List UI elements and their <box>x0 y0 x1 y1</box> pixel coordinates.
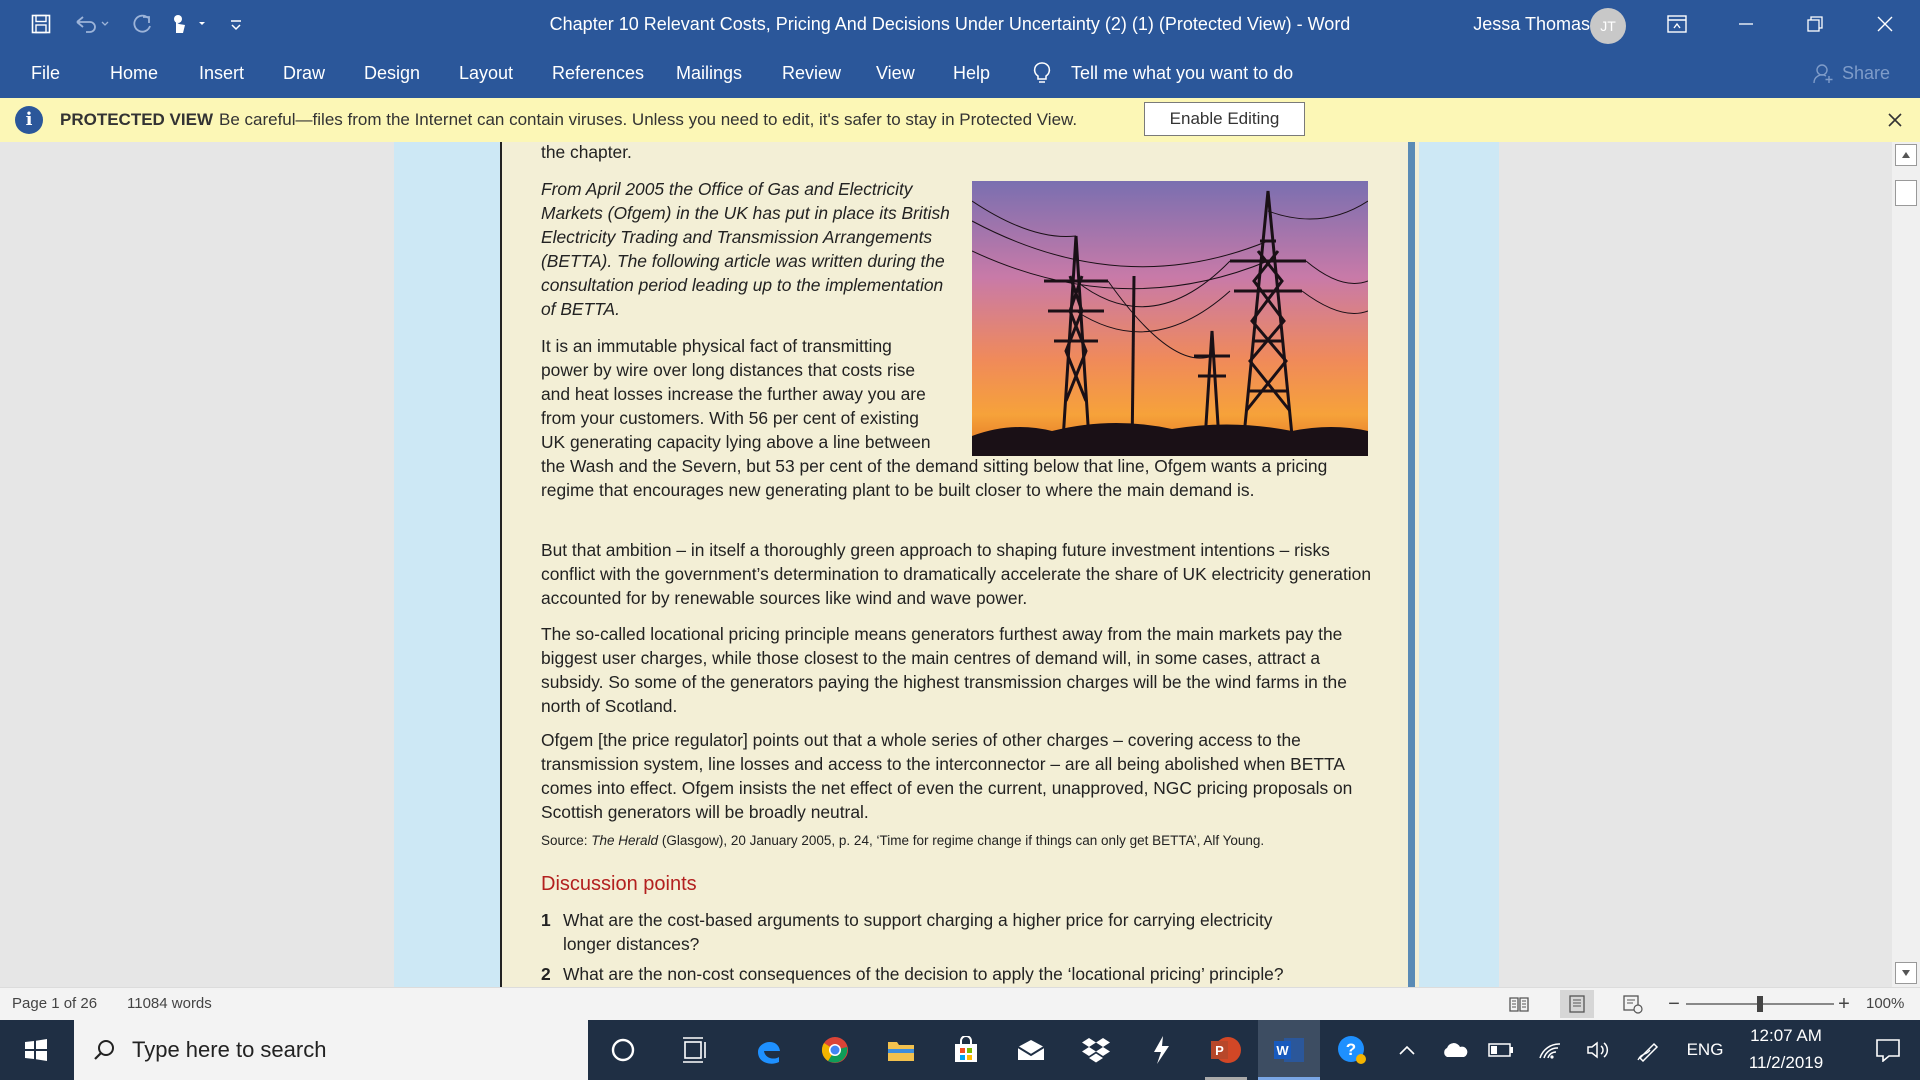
language-indicator[interactable]: ENG <box>1686 1040 1724 1059</box>
help-tips-icon[interactable] <box>1327 1020 1377 1080</box>
undo-icon[interactable] <box>70 0 114 48</box>
system-clock[interactable] <box>1725 1022 1847 1078</box>
svg-text:?: ? <box>1345 1040 1357 1059</box>
source-citation <box>541 833 1264 848</box>
article-paragraph-2 <box>541 538 1371 610</box>
tab-file[interactable]: File <box>31 63 61 83</box>
page-margin-left <box>394 142 502 987</box>
discussion-text: What are the cost-based arguments to support charging a higher price for carrying electricity longer distances? <box>563 910 1273 954</box>
discussion-number: 2 <box>541 964 551 984</box>
tell-me-search[interactable]: Tell me what you want to do <box>1071 63 1294 83</box>
microsoft-store-icon[interactable] <box>935 1020 997 1080</box>
article-paragraph-4 <box>541 728 1371 824</box>
zoom-slider-thumb[interactable] <box>1757 996 1763 1012</box>
cortana-icon[interactable] <box>592 1020 654 1080</box>
ribbon-tabs <box>0 48 1920 98</box>
clock-date: 11/2/2019 <box>1748 1053 1824 1072</box>
edge-browser-icon[interactable] <box>738 1020 800 1080</box>
user-name[interactable]: Jessa Thomas <box>1473 14 1590 34</box>
tab-home[interactable]: Home <box>110 63 159 83</box>
volume-icon[interactable] <box>1580 1020 1616 1080</box>
source-label: Source: <box>541 833 592 848</box>
intro-paragraph <box>541 177 951 321</box>
word-taskbar-icon[interactable] <box>1258 1020 1320 1080</box>
scroll-down-arrow-icon[interactable] <box>1895 962 1917 984</box>
read-mode-icon[interactable] <box>1508 993 1530 1015</box>
tab-help[interactable]: Help <box>953 63 991 83</box>
redo-icon[interactable] <box>128 0 156 48</box>
source-details: (Glasgow), 20 January 2005, p. 24, ‘Time for regime change if things can only get BETTA’, Alf Young. <box>658 833 1265 848</box>
close-icon[interactable] <box>1855 0 1915 48</box>
scroll-thumb[interactable] <box>1895 180 1917 206</box>
para2-text: But that ambition – in itself a thoroughly green approach to shaping future investment intentions – risks conflict with the government’s determination to dramatically accelerate the share of UK electricity generation accounted for by renewable sources like wind and wave power. <box>541 540 1372 608</box>
scroll-up-arrow-icon[interactable] <box>1895 144 1917 166</box>
svg-text:P: P <box>1215 1043 1224 1058</box>
lightbulb-icon[interactable] <box>1032 48 1054 98</box>
info-icon: i <box>15 106 43 134</box>
minimize-icon[interactable] <box>1716 0 1776 48</box>
document-workspace <box>0 142 1892 987</box>
file-explorer-icon[interactable] <box>870 1020 932 1080</box>
onedrive-icon[interactable] <box>1437 1020 1473 1080</box>
restore-icon[interactable] <box>1785 0 1845 48</box>
word-count[interactable]: 11084 words <box>127 995 212 1012</box>
customize-qat-icon[interactable] <box>224 0 248 48</box>
tab-insert[interactable]: Insert <box>199 63 245 83</box>
para3-text: The so-called locational pricing principle means generators furthest away from the main markets pay the biggest user charges, while those closest to the main centres of demand will, in some cases, attract a subsidy. So some of the generators paying the highest transmission charges will be the wind farms in the north of Scotland. <box>541 624 1347 716</box>
print-layout-icon[interactable] <box>1560 990 1594 1018</box>
app-lightning-icon[interactable] <box>1130 1020 1192 1080</box>
search-icon <box>84 1020 124 1080</box>
tab-layout[interactable]: Layout <box>459 63 514 83</box>
chrome-icon[interactable] <box>804 1020 866 1080</box>
zoom-level[interactable]: 100% <box>1866 995 1905 1012</box>
touch-mode-icon[interactable] <box>168 0 208 48</box>
close-icon[interactable] <box>1880 98 1910 142</box>
page-margin-right <box>1415 142 1499 987</box>
article-paragraph-1a <box>541 334 1371 502</box>
tab-mailings[interactable]: Mailings <box>676 63 743 83</box>
discussion-item <box>541 908 1371 956</box>
discussion-text: What are the non-cost consequences of the decision to apply the ‘locational pricing’ principle? <box>563 964 1284 984</box>
search-placeholder[interactable]: Type here to search <box>132 1037 327 1062</box>
source-publication: The Herald <box>591 833 659 848</box>
intro-text: From April 2005 the Office of Gas and Electricity Markets (Ofgem) in the UK has put in place its British Electricity Trading and Transmission Arrangements (BETTA). The following article was written during the consultation period leading up to the implementation of BETTA. <box>541 179 950 319</box>
protected-view-title: PROTECTED VIEW <box>60 110 214 129</box>
para1-text: It is an immutable physical fact of transmitting power by wire over long distances that costs rise and heat losses increase the further away you are from your customers. With 56 per cent of existing UK generating capacity lying above a line between the Wash and the Severn, but 53 per cent of the demand sitting below that line, Ofgem wants a pricing regime that encourages new generating plant to be built closer to where the main demand is. <box>541 336 1328 500</box>
discussion-number: 1 <box>541 910 551 930</box>
powerpoint-icon[interactable] <box>1195 1020 1257 1080</box>
show-hidden-icons-icon[interactable] <box>1390 1020 1424 1080</box>
avatar[interactable]: JT <box>1590 8 1626 44</box>
page-count[interactable]: Page 1 of 26 <box>12 995 98 1012</box>
ribbon-display-options-icon[interactable] <box>1647 0 1707 48</box>
dropbox-icon[interactable] <box>1065 1020 1127 1080</box>
svg-text:W: W <box>1276 1043 1289 1058</box>
share-person-icon[interactable] <box>1812 48 1836 98</box>
tab-review[interactable]: Review <box>782 63 842 83</box>
tab-design[interactable]: Design <box>364 63 421 83</box>
wifi-icon[interactable] <box>1532 1020 1568 1080</box>
share-button[interactable]: Share <box>1842 63 1891 83</box>
tab-references[interactable]: References <box>552 63 645 83</box>
discussion-heading: Discussion points <box>541 873 697 895</box>
vertical-scrollbar[interactable] <box>1892 142 1920 987</box>
task-view-icon[interactable] <box>664 1020 726 1080</box>
status-bar <box>0 987 1920 1020</box>
mail-icon[interactable] <box>1000 1020 1062 1080</box>
article-paragraph-3 <box>541 622 1371 718</box>
title-bar <box>0 0 1920 48</box>
pen-ink-icon[interactable] <box>1630 1020 1666 1080</box>
top-line: the chapter. <box>541 142 632 162</box>
para4-text: Ofgem [the price regulator] points out that a whole series of other charges – covering access to the transmission system, line losses and access to the interconnector – are all being abolished when BETTA comes into effect. Ofgem insists the net effect of even the current, unapproved, NGC pricing proposals on Scottish generators will be broadly neutral. <box>541 730 1353 822</box>
enable-editing-button[interactable]: Enable Editing <box>1144 102 1305 136</box>
clock-time: 12:07 AM <box>1750 1026 1822 1045</box>
tab-draw[interactable]: Draw <box>283 63 326 83</box>
discussion-item <box>541 962 1371 986</box>
case-study-box-edge <box>1408 142 1415 987</box>
save-icon[interactable] <box>26 0 56 48</box>
document-title: Chapter 10 Relevant Costs, Pricing And Decisions Under Uncertainty (2) (1) (Protected View) - Word <box>549 14 1351 34</box>
web-layout-icon[interactable] <box>1622 993 1644 1015</box>
zoom-out-icon[interactable]: − <box>1668 993 1680 1015</box>
protected-view-message: Be careful—files from the Internet can contain viruses. Unless you need to edit, it's safer to stay in Protected View. <box>219 110 1078 129</box>
notifications-icon[interactable] <box>1858 1020 1918 1080</box>
windows-start-icon[interactable] <box>4 1020 68 1080</box>
battery-icon[interactable] <box>1483 1020 1519 1080</box>
tab-view[interactable]: View <box>876 63 915 83</box>
zoom-in-icon[interactable]: + <box>1838 993 1850 1015</box>
